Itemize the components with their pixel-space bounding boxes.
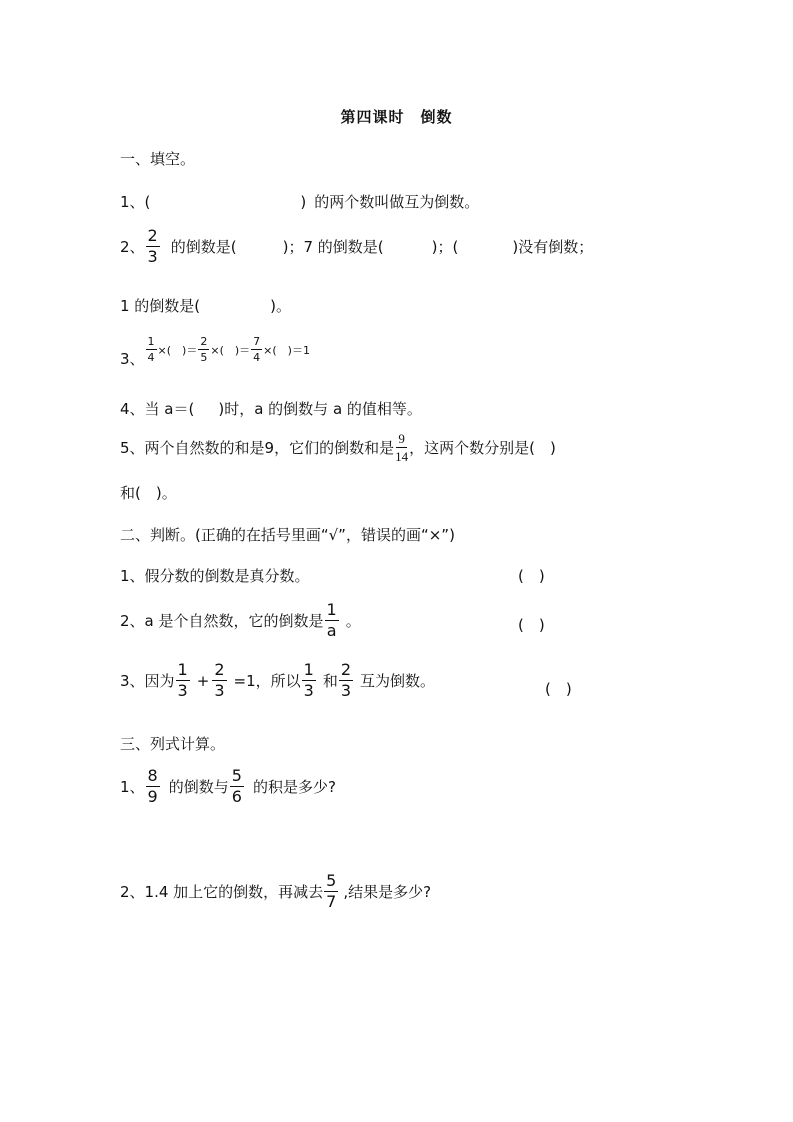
denominator: 6 — [231, 787, 242, 806]
q-text: )时，a 的倒数与 a 的值相等。 — [218, 400, 422, 418]
numerator: 9 — [398, 431, 405, 446]
eq-text: ×( )＝ — [210, 343, 251, 357]
numerator: 1 — [147, 335, 155, 348]
eq-text: ×( )＝ — [157, 343, 198, 357]
open-paren: ( — [144, 192, 151, 211]
q-text: )；( — [431, 238, 459, 256]
fraction — [325, 602, 339, 639]
denominator: 3 — [147, 247, 158, 266]
q-text: )。 — [270, 297, 292, 315]
plus-sign: + — [196, 671, 210, 690]
question-2-3 — [120, 662, 435, 699]
answer-paren[interactable]: ( ) — [545, 680, 572, 698]
numerator: 2 — [214, 660, 225, 679]
eq-text: ×( )＝1 — [263, 343, 310, 357]
numerator: 1 — [177, 660, 188, 679]
q-text: 4、当 a＝( — [120, 400, 195, 418]
numerator: 2 — [147, 226, 158, 245]
numerator: 1 — [326, 600, 337, 619]
fraction — [395, 432, 408, 463]
fraction — [198, 336, 209, 363]
question-1-5-cont: 和( )。 — [120, 484, 177, 502]
numerator: 5 — [231, 766, 242, 785]
q-text: 的倒数是( — [170, 238, 237, 256]
denominator: 3 — [214, 681, 225, 700]
question-1-2 — [120, 228, 593, 265]
numerator: 5 — [326, 871, 337, 890]
section-heading-judge: 二、判断。(正确的在括号里画“√”，错误的画“×”) — [120, 526, 455, 544]
denominator: 4 — [147, 351, 155, 364]
question-1-5 — [120, 432, 556, 463]
question-2-1: 1、假分数的倒数是真分数。 — [120, 567, 310, 585]
q-text: ，这两个数分别是( ) — [409, 439, 556, 457]
fraction — [339, 662, 353, 699]
section-heading-calculate: 三、列式计算。 — [120, 735, 226, 753]
denominator: 9 — [147, 787, 158, 806]
equation — [145, 336, 310, 363]
q-text: 1 的倒数是( — [120, 297, 201, 315]
question-1-1 — [120, 191, 479, 212]
q-text: 3、因为 — [120, 672, 175, 690]
denominator: 14 — [395, 449, 409, 464]
q-text: 5、两个自然数的和是9，它们的倒数和是 — [120, 439, 395, 457]
fraction — [302, 662, 316, 699]
fraction — [212, 662, 226, 699]
numerator: 8 — [147, 766, 158, 785]
q-number: 1、 — [120, 778, 145, 796]
fraction — [230, 768, 244, 805]
fraction — [146, 228, 160, 265]
denominator: 3 — [177, 681, 188, 700]
answer-paren[interactable]: ( ) — [518, 616, 545, 634]
q-text: 2、a 是个自然数，它的倒数是 — [120, 612, 324, 630]
denominator: 5 — [200, 351, 208, 364]
fraction — [146, 336, 157, 363]
q-text: 的积是多少? — [252, 778, 336, 796]
question-1-2-cont — [120, 295, 291, 316]
question-3-2 — [120, 873, 431, 910]
numerator: 2 — [200, 335, 208, 348]
q-text: 的倒数与 — [168, 778, 229, 796]
denominator: 7 — [326, 892, 337, 911]
fraction — [324, 873, 338, 910]
q-text: 互为倒数。 — [360, 672, 436, 690]
question-1-4 — [120, 398, 422, 419]
question-3-1 — [120, 768, 336, 805]
q-text: )；7 的倒数是( — [282, 238, 384, 256]
fraction — [176, 662, 190, 699]
denominator: 3 — [303, 681, 314, 700]
q-number: 1、 — [120, 193, 145, 211]
close-paren: ) — [300, 192, 307, 211]
q-text: )没有倒数； — [512, 238, 594, 256]
question-2-2 — [120, 602, 361, 639]
q-text: =1，所以 — [233, 672, 301, 690]
q-text: 2、1.4 加上它的倒数，再减去 — [120, 883, 324, 901]
q-text: 的两个数叫做互为倒数。 — [314, 193, 480, 211]
q-text: 和 — [322, 672, 338, 690]
answer-paren[interactable]: ( ) — [518, 567, 545, 585]
q-text: ,结果是多少? — [343, 883, 432, 901]
numerator: 2 — [340, 660, 352, 679]
numerator: 1 — [303, 660, 314, 679]
fraction — [146, 768, 160, 805]
q-number: 2、 — [120, 238, 145, 256]
denominator: a — [326, 621, 337, 640]
numerator: 7 — [253, 335, 261, 348]
denominator: 4 — [253, 351, 261, 364]
q-number: 3、 — [120, 350, 145, 368]
fraction — [251, 336, 262, 363]
page-title: 第四课时 倒数 — [340, 108, 453, 126]
question-1-3 — [120, 335, 310, 368]
section-heading-fill-blank: 一、填空。 — [120, 150, 196, 168]
denominator: 3 — [340, 681, 352, 700]
q-text: 。 — [345, 612, 361, 630]
